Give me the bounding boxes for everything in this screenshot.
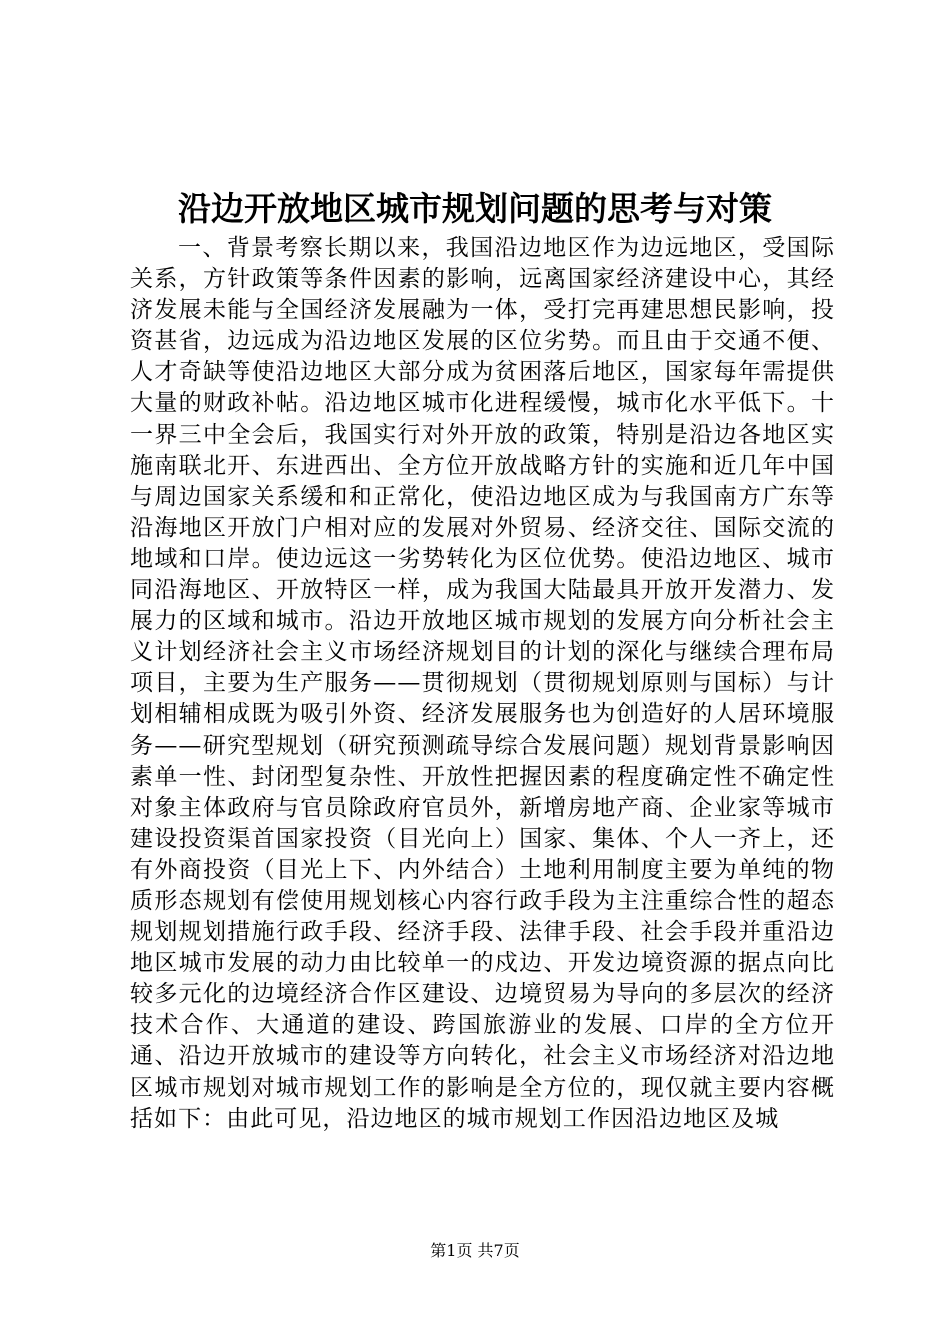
page-number: 第1页 共7页 [430, 1241, 520, 1260]
document-title: 沿边开放地区城市规划问题的思考与对策 [178, 189, 772, 228]
body-paragraph: 一、背景考察长期以来，我国沿边地区作为边远地区，受国际关系，方针政策等条件因素的影响，远离国家经济建设中心，其经济发展未能与全国经济发展融为一体，受打完再建思想民影响，投资甚省，边远成为沿边地区发展的区位劣势。而且由于交通不便、人才奇缺等使沿边地区大部分成为贫困落后地区，国家每年需提供大量的财政补帖。沿边地区城市化进程缓慢，城市化水平低下。十一界三中全会后，我国实行对外开放的政策，特别是沿边各地区实施南联北开、东进西出、全方位开放战略方针的实施和近几年中国与周边国家关系缓和和正常化，使沿边地区成为与我国南方广东等沿海地区开放门户相对应的发展对外贸易、经济交往、国际交流的地域和口岸。使边远这一劣势转化为区位优势。使沿边地区、城市同沿海地区、开放特区一样，成为我国大陆最具开放开发潜力、发展力的区域和城市。沿边开放地区城市规划的发展方向分析社会主义计划经济社会主义市场经济规划目的计划的深化与继续合理布局项目，主要为生产服务——贯彻规划（贯彻规划原则与国标）与计划相辅相成既为吸引外资、经济发展服务也为创造好的人居环境服务——研究型规划（研究预测疏导综合发展问题）规划背景影响因素单一性、封闭型复杂性、开放性把握因素的程度确定性不确定性对象主体政府与官员除政府官员外，新增房地产商、企业家等城市建设投资渠首国家投资（目光向上）国家、集体、个人一齐上，还有外商投资（目光上下、内外结合）土地利用制度主要为单纯的物质形态规划有偿使用规划核心内容行政手段为主注重综合性的超态规划规划措施行政手段、经济手段、法律手段、社会手段并重沿边地区城市发展的动力由比较单一的戍边、开发边境资源的据点向比较多元化的边境经济合作区建设、边境贸易为导向的多层次的经济技术合作、大通道的建设、跨国旅游业的发展、口岸的全方位开通、沿边开放城市的建设等方向转化，社会主义市场经济对沿边地区城市规划对城市规划工作的影响是全方位的，现仅就主要内容概括如下：由此可见，沿边地区的城市规划工作因沿边地区及城 [130, 235, 835, 1132]
